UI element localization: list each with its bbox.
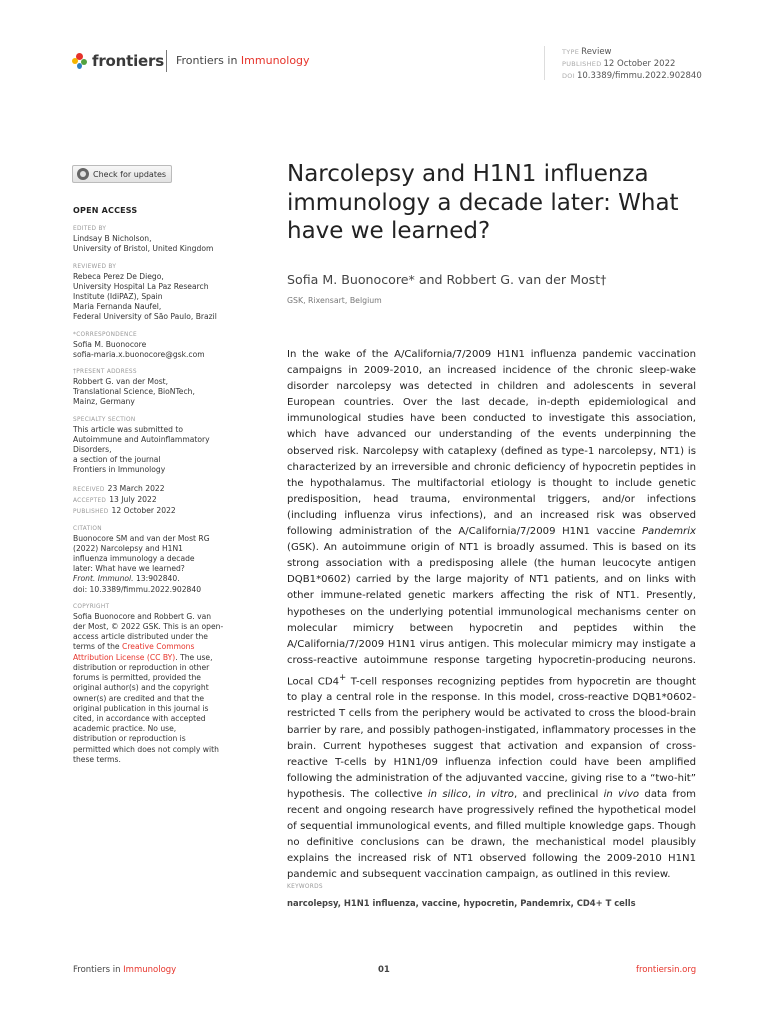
citation-doi[interactable]: doi: 10.3389/fimmu.2022.902840 (73, 584, 202, 594)
journal-name[interactable] (176, 54, 310, 67)
check-updates-label: Check for updates (93, 169, 167, 179)
page-header (72, 46, 712, 86)
abstract (287, 347, 696, 883)
author-affiliation: GSK, Rixensart, Belgium (287, 296, 382, 305)
header-divider (166, 50, 167, 72)
abstract-in-vitro: in vitro (476, 788, 514, 800)
specialty-text: This article was submitted to Autoimmune and Autoinflammatory Disorders, a section of the journal Frontiers in Immunology (73, 424, 210, 475)
present-address-text: Robbert G. van der Most, Translational Science, BioNTech, Mainz, Germany (73, 377, 195, 407)
present-address (73, 368, 238, 408)
edited-by-text: Lindsay B Nicholson, University of Bristol, United Kingdom (73, 234, 214, 254)
accepted-label: ACCEPTED (73, 497, 107, 504)
reviewed-by-text: Rebeca Perez De Diego, University Hospital La Paz Research Institute (IdiPAZ), Spain Maria Fernanda Naufel, Federal University of São Paulo, Brazil (73, 271, 217, 322)
abstract-in-silico: in silico (427, 788, 468, 800)
crossmark-icon (77, 168, 89, 180)
footer-journal[interactable] (73, 965, 176, 975)
doi-value[interactable]: 10.3389/fimmu.2022.902840 (576, 71, 702, 81)
keywords: narcolepsy, H1N1 influenza, vaccine, hypocretin, Pandemrix, CD4+ T cells (287, 898, 636, 908)
open-access-label: OPEN ACCESS (73, 206, 138, 215)
edited-by-label: EDITED BY (73, 226, 107, 233)
license-link[interactable]: Creative Commons Attribution License (CC BY) (73, 642, 195, 662)
reviewed-by-label: REVIEWED BY (73, 263, 117, 270)
citation-label: CITATION (73, 525, 102, 532)
frontiers-logo[interactable] (72, 52, 164, 70)
sidebar-published-label: PUBLISHED (73, 508, 109, 515)
copyright (73, 603, 238, 765)
published-label: PUBLISHED (562, 60, 602, 68)
citation-journal: Front. Immunol. (73, 574, 134, 584)
received-date: 23 March 2022 (107, 483, 165, 493)
dates (73, 484, 238, 517)
abstract-part-3: T-cell responses recognizing peptides from hypocretin are thought to play a central role in the response. In this model, cross-reactive DQB1*0602-restricted T cells from the periphery would be activated to cross the blood-brain barrier by rare, and possibly pathogen-instigated, inflammatory processes in the brain. Current hypotheses suggest that activation and expansion of cross-reactive T-cells by H1N1/09 influenza infection could have been amplified following the administration of the adjuvanted vaccine, giving rise to a “two-hit” hypothesis. The collective (287, 676, 696, 800)
citation-volume: 13:902840. (133, 574, 180, 584)
copyright-intro: Sofia Buonocore and Robbert G. van der Most, © 2022 GSK. This is an open- access article distributed under the terms of the (73, 611, 224, 652)
abstract-sep-1: , (467, 788, 477, 800)
journal-accent: Immunology (240, 54, 310, 67)
copyright-text (73, 612, 238, 765)
doi-label: DOI (562, 72, 575, 80)
sidebar-published-date: 12 October 2022 (111, 505, 176, 515)
article-title: Narcolepsy and H1N1 influenza immunology a decade later: What have we learned? (287, 161, 679, 244)
article-authors: Sofia M. Buonocore* and Robbert G. van der Most† (287, 272, 607, 287)
published-date: 12 October 2022 (603, 59, 676, 69)
check-for-updates-button[interactable] (72, 165, 172, 183)
correspondence (73, 331, 238, 360)
edited-by (73, 225, 238, 254)
citation-body: Buonocore SM and van der Most RG (2022) Narcolepsy and H1N1 influenza immunology a decade later: What have we learned? (73, 533, 210, 574)
journal-prefix: Frontiers in (176, 54, 241, 67)
specialty-section (73, 416, 238, 476)
abstract-superscript: + (339, 671, 347, 682)
abstract-in-vivo: in vivo (603, 788, 640, 800)
footer-journal-accent: Immunology (123, 965, 177, 975)
reviewed-by (73, 263, 238, 323)
abstract-part-1: In the wake of the A/California/7/2009 H1N1 influenza pandemic vaccination campaigns in 2009-2010, an increased incidence of the chronic sleep-wake disorder narcolepsy was detected in children and adolescents in several European countries. Over the last decade, in-depth epidemiological and immunological studies have been conducted to investigate this association, which have advanced our understanding of the events underpinning the observed risk. Narcolepsy with cataplexy (defined as type-1 narcolepsy, NT1) is characterized by an irreversible and chronic deficiency of hypocretin peptides in the hypothalamus. The multifactorial etiology is thought to include genetic predisposition, head trauma, environmental triggers, and/or infections (including influenza virus infections), and an increased risk was observed following administration of the A/California/7/2009 H1N1 vaccine (287, 349, 696, 538)
keywords-label: KEYWORDS (287, 884, 323, 890)
page-number: 01 (378, 965, 390, 975)
copyright-label: COPYRIGHT (73, 603, 110, 610)
copyright-rest: . The use, distribution or reproduction in other forums is permitted, provided the original author(s) and the copyright owner(s) are credited and that the original publication in this journal is cited, in accordance with accepted academic practice. No use, distribution or reproduction is permitted which does not comply with these terms. (73, 652, 219, 764)
footer-site-link[interactable]: frontiersin.org (636, 965, 697, 975)
article-meta (562, 46, 702, 82)
abstract-pandemrix: Pandemrix (641, 526, 696, 538)
correspondence-label: *CORRESPONDENCE (73, 331, 137, 338)
citation (73, 525, 238, 595)
present-address-label: †PRESENT ADDRESS (73, 369, 137, 376)
frontiers-logo-icon (72, 53, 88, 69)
brand-name: frontiers (92, 52, 164, 70)
accepted-date: 13 July 2022 (109, 494, 157, 504)
meta-divider (544, 46, 545, 80)
received-label: RECEIVED (73, 486, 105, 493)
footer-journal-prefix: Frontiers in (73, 965, 124, 975)
citation-text (73, 534, 238, 595)
correspondence-text[interactable]: Sofia M. Buonocore sofia-maria.x.buonocore@gsk.com (73, 339, 205, 359)
sidebar (73, 206, 238, 773)
abstract-part-4: data from recent and ongoing research have progressively refined the hypothetical model of sequential immunological events, and filled multiple knowledge gaps. Though no definitive conclusions can be drawn, the mechanistical model plausibly explains the increased risk of NT1 observed following the 2009-2010 H1N1 pandemic and subsequent vaccination campaign, as outlined in this review. (287, 788, 696, 881)
abstract-part-2: (GSK). An autoimmune origin of NT1 is broadly assumed. This is based on its strong association with a predisposing allele (the human leucocyte antigen DQB1*0602) carried by the large majority of NT1 patients, and on links with other immune-related genetic markers affecting the risk of NT1. Presently, hypotheses on the underlying potential immunological mechanisms center on molecular mimicry between hypocretin and peptides within the A/California/7/2009 H1N1 virus antigen. This molecular mimicry may instigate a cross-reactive autoimmune response targeting hypocretin-producing neurons. Local CD4 (287, 542, 696, 688)
type-label: TYPE (562, 48, 580, 56)
abstract-sep-2: , and preclinical (513, 788, 604, 800)
specialty-label: SPECIALTY SECTION (73, 416, 136, 423)
article-type: Review (581, 47, 612, 57)
